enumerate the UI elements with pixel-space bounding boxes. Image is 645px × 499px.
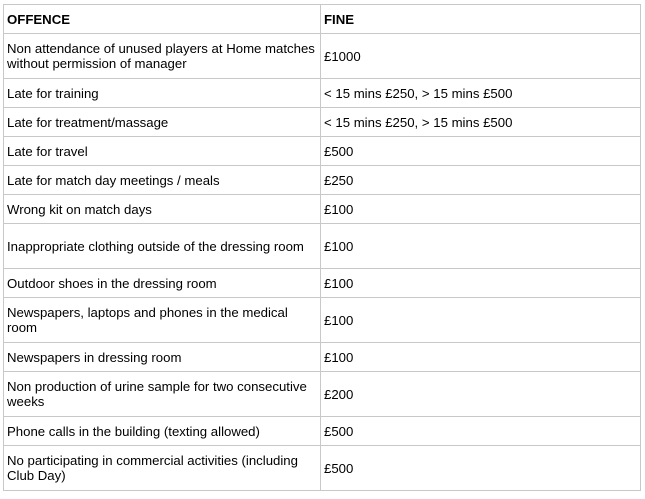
offence-cell: Late for match day meetings / meals	[4, 166, 321, 195]
offence-cell: Late for treatment/massage	[4, 108, 321, 137]
table-row	[4, 137, 641, 166]
table-row	[4, 446, 641, 491]
fine-cell: £250	[321, 166, 641, 195]
table-row	[4, 79, 641, 108]
fine-cell: £200	[321, 372, 641, 417]
table-row	[4, 34, 641, 79]
header-fine: FINE	[321, 5, 641, 34]
fine-cell: £1000	[321, 34, 641, 79]
fine-cell: £100	[321, 195, 641, 224]
table-row	[4, 417, 641, 446]
offence-cell: Inappropriate clothing outside of the dressing room	[4, 224, 321, 269]
table-row	[4, 166, 641, 195]
offence-cell: Late for travel	[4, 137, 321, 166]
fine-cell: £100	[321, 224, 641, 269]
offence-cell: Newspapers, laptops and phones in the medical room	[4, 298, 321, 343]
offence-cell: Non production of urine sample for two consecutive weeks	[4, 372, 321, 417]
table-row	[4, 343, 641, 372]
offence-cell: Non attendance of unused players at Home matches without permission of manager	[4, 34, 321, 79]
offence-cell: Outdoor shoes in the dressing room	[4, 269, 321, 298]
table-row	[4, 269, 641, 298]
offence-cell: Late for training	[4, 79, 321, 108]
fine-cell: £500	[321, 137, 641, 166]
fine-cell: £500	[321, 417, 641, 446]
fine-cell: £100	[321, 298, 641, 343]
fines-table	[3, 4, 641, 491]
offence-cell: Newspapers in dressing room	[4, 343, 321, 372]
offence-cell: No participating in commercial activities (including Club Day)	[4, 446, 321, 491]
offence-cell: Wrong kit on match days	[4, 195, 321, 224]
offence-cell: Phone calls in the building (texting allowed)	[4, 417, 321, 446]
table-header-row	[4, 5, 641, 34]
table-row	[4, 108, 641, 137]
header-offence: OFFENCE	[4, 5, 321, 34]
fine-cell: £500	[321, 446, 641, 491]
fine-cell: £100	[321, 269, 641, 298]
table-row	[4, 298, 641, 343]
table-row	[4, 195, 641, 224]
table-row	[4, 372, 641, 417]
fine-cell: < 15 mins £250, > 15 mins £500	[321, 108, 641, 137]
fine-cell: < 15 mins £250, > 15 mins £500	[321, 79, 641, 108]
fine-cell: £100	[321, 343, 641, 372]
table-row	[4, 224, 641, 269]
